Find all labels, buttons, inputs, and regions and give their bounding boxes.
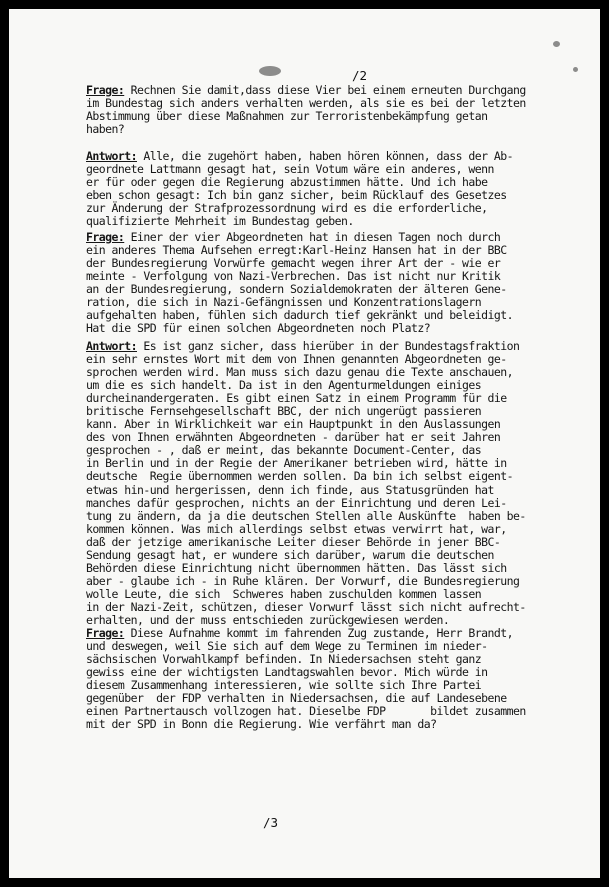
block-line: gewiss eine der wichtigsten Landtagswahlen bevor. Mich würde in <box>86 665 488 680</box>
answer-label: Antwort: <box>86 149 137 163</box>
block-line: qualifizierte Mehrheit im Bundestag geben. <box>86 214 354 229</box>
scan-smudge <box>573 67 578 72</box>
block-line: mit der SPD in Bonn die Regierung. Wie verfährt man da? <box>86 717 437 732</box>
block-line: und deswegen, weil Sie sich auf dem Wege zu Terminen im nieder- <box>86 639 488 654</box>
block-line: eben schon gesagt: Ich bin ganz sicher, beim Rücklauf des Gesetzes <box>86 188 507 203</box>
block-line: tung zu ändern, da ja die deutschen Stellen alle Auskünfte haben be- <box>86 508 526 523</box>
scan-smudge <box>259 66 281 76</box>
block-line: britische Fernsehgesellschaft BBC, der nich ungerügt passieren <box>86 404 482 419</box>
question-label: Frage: <box>86 230 125 244</box>
page-number: /2 <box>352 68 368 83</box>
block-line: Diese Aufnahme kommt im fahrenden Zug zustande, Herr Brandt, <box>124 626 514 640</box>
block-line: um die es sich handelt. Da ist in den Agenturmeldungen einiges <box>86 378 482 393</box>
block-line: sprochen werden wird. Man muss sich dazu genau die Texte anschauen, <box>86 365 514 380</box>
block-line: kommen können. Was mich allerdings selbst etwas verwirrt hat, war, <box>86 521 507 536</box>
interview-block <box>86 231 596 335</box>
block-line: in der Nazi-Zeit, schützen, dieser Vorwurf lässt sich nicht aufrecht- <box>86 599 526 614</box>
block-line: Sendung gesagt hat, er wundere sich darüber, warum die deutschen <box>86 547 494 562</box>
block-line: manches dafür gesprochen, nichts an der Einrichtung und deren Lei- <box>86 495 507 510</box>
block-line: etwas hin-und hergerissen, denn ich finde, aus Statusgründen hat <box>86 482 494 497</box>
next-page-marker: /3 <box>263 815 279 830</box>
block-line: ein sehr ernstes Wort mit dem von Ihnen genannten Abgeordneten ge- <box>86 352 507 367</box>
block-line: daß der jetzige amerikanische Leiter dieser Behörde in jener BBC- <box>86 534 501 549</box>
block-line: wolle Leute, die sich Schweres haben zuschulden kommen lassen <box>86 586 482 601</box>
interview-block <box>86 627 596 731</box>
block-line: durcheinandergeraten. Es gibt einen Satz in einem Programm für die <box>86 391 507 406</box>
block-line: sächsischen Vorwahlkampf befinden. In Niedersachsen steht ganz <box>86 652 482 667</box>
document-page <box>9 9 600 878</box>
block-line: aber - glaube ich - in Ruhe klären. Der Vorwurf, die Bundesregierung <box>86 573 520 588</box>
question-label: Frage: <box>86 83 125 97</box>
block-line: diesem Zusammenhang interessieren, wie sollte sich Ihre Partei <box>86 678 482 693</box>
block-line: haben? <box>86 122 125 137</box>
block-line: Es ist ganz sicher, dass hierüber in der Bundestagsfraktion <box>137 339 520 353</box>
block-line: im Bundestag sich anders verhalten werden, als sie es bei der letzten <box>86 96 526 111</box>
block-line: kann. Aber in Wirklichkeit war ein Hauptpunkt in den Auslassungen <box>86 417 501 432</box>
block-line: Behörden diese Einrichtung nicht übernommen hätten. Das lässt sich <box>86 560 507 575</box>
block-line: zur Änderung der Strafprozessordnung wird es die erforderliche, <box>86 201 488 216</box>
block-line: der Bundesregierung Vorwürfe gemacht wegen ihrer Art der - wie er <box>86 256 501 271</box>
block-line: erhalten, und der muss entschieden zurückgewiesen werden. <box>86 612 450 627</box>
answer-label: Antwort: <box>86 339 137 353</box>
scan-smudge <box>553 41 560 47</box>
block-line: deutsche Regie übernommen werden sollen. Da bin ich selbst eigent- <box>86 469 514 484</box>
block-line: ration, die sich in Nazi-Gefängnissen und Konzentrationslagern <box>86 295 482 310</box>
block-line: des von Ihnen erwähnten Abgeordneten - darüber hat er seit Jahren <box>86 430 501 445</box>
block-line: Einer der vier Abgeordneten hat in diesen Tagen noch durch <box>124 230 501 244</box>
question-label: Frage: <box>86 626 125 640</box>
block-line: ein anderes Thema Aufsehen erregt:Karl-Heinz Hansen hat in der BBC <box>86 243 507 258</box>
block-line: er für oder gegen die Regierung abzustimmen hätte. Und ich habe <box>86 175 488 190</box>
interview-block <box>86 84 596 136</box>
block-line: meinte - Verfolgung von Nazi-Verbrechen. Das ist nicht nur Kritik <box>86 269 501 284</box>
interview-block <box>86 150 596 228</box>
block-line: geordnete Lattmann gesagt hat, sein Votum wäre ein anderes, wenn <box>86 162 494 177</box>
block-line: aufgehalten haben, fühlen sich dadurch tief gekränkt und beleidigt. <box>86 308 514 323</box>
interview-block <box>86 340 596 627</box>
block-line: gegenüber der FDP verhalten in Niedersachsen, die auf Landesebene <box>86 691 507 706</box>
block-line: Alle, die zugehört haben, haben hören können, dass der Ab- <box>137 149 514 163</box>
block-line: in Berlin und in der Regie der Amerikaner betrieben wird, hätte in <box>86 456 507 471</box>
block-line: Abstimmung über diese Maßnahmen zur Terroristenbekämpfung getan <box>86 109 488 124</box>
block-line: Hat die SPD für einen solchen Abgeordneten noch Platz? <box>86 321 431 336</box>
block-line: an der Bundesregierung, sondern Sozialdemokraten der älteren Gene- <box>86 282 507 297</box>
block-line: Rechnen Sie damit,dass diese Vier bei einem erneuten Durchgang <box>124 83 526 97</box>
block-line: einen Partnertausch vollzogen hat. Dieselbe FDP bildet zusammen <box>86 704 526 719</box>
block-line: gesprochen - , daß er meint, das bekannte Document-Center, das <box>86 443 482 458</box>
